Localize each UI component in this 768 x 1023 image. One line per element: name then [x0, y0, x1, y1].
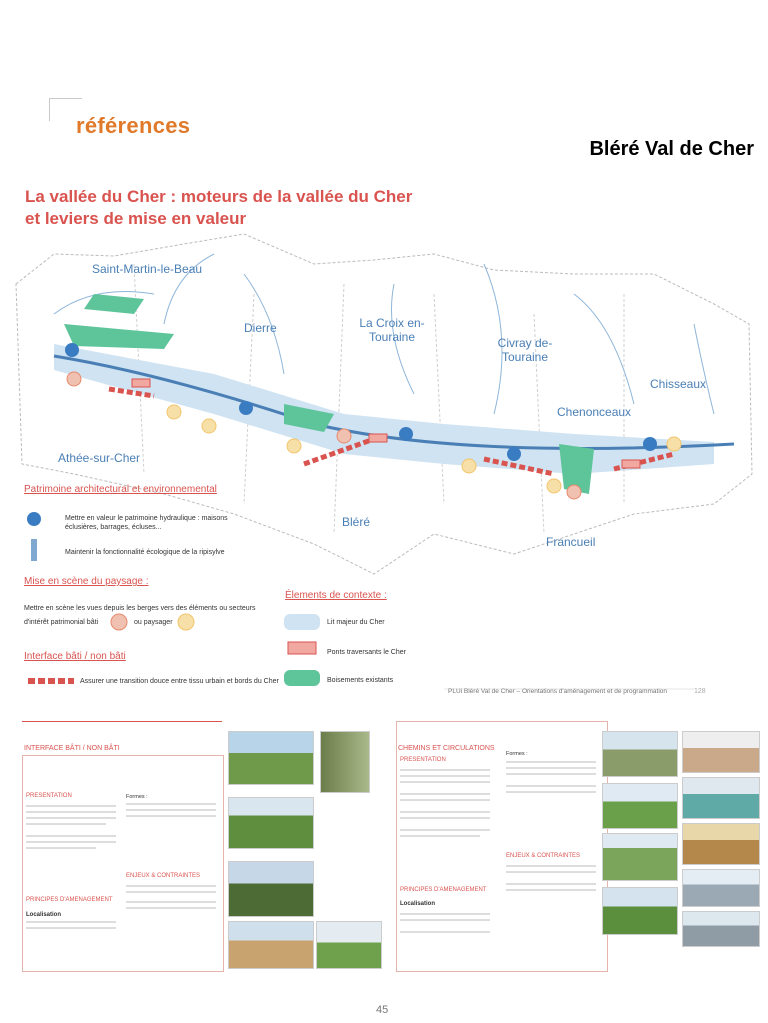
legend-interface-text: Assurer une transition douce entre tissu urbain et bords du Cher [80, 678, 279, 685]
left-formes: Formes : [126, 794, 148, 800]
photo [602, 833, 678, 881]
right-panel [396, 721, 768, 971]
left-panel [22, 721, 382, 971]
photo [320, 731, 370, 793]
left-panel-title: INTERFACE BÂTI / NON BÂTI [24, 745, 120, 752]
left-localisation: Localisation [26, 912, 62, 918]
left-presentation: PRESENTATION [26, 793, 72, 799]
photo [602, 783, 678, 829]
map-sheet [14, 174, 756, 704]
photo [228, 861, 314, 917]
left-enjeux: ENJEUX & CONTRAINTES [126, 873, 201, 879]
photo [682, 823, 760, 865]
right-enjeux: ENJEUX & CONTRAINTES [506, 853, 581, 859]
photo [602, 887, 678, 935]
town-label: La Croix en-Touraine [359, 316, 425, 344]
legend-paysage-text: Mettre en scène les vues depuis les berges vers des éléments ou secteurs [24, 605, 256, 612]
right-panel-title: CHEMINS ET CIRCULATIONS [398, 745, 495, 752]
town-label: Francueil [546, 535, 596, 549]
town-label: Chenonceaux [557, 405, 632, 419]
legend-paysage-text2: d'intérêt patrimonial bâti [24, 619, 99, 626]
legend-paysage-text3: ou paysager [134, 619, 173, 626]
sheet-page-number: 128 [694, 688, 706, 695]
photo [228, 921, 314, 969]
legend-ripisylve-text: Maintenir la fonctionnalité écologique de la ripisylve [65, 549, 225, 556]
right-formes: Formes : [506, 751, 528, 757]
legend-anchor-text: Mettre en valeur le patrimoine hydraulique : maisons éclusières, barrages, écluses... [65, 515, 228, 531]
legend-contexte-title: Élements de contexte : [285, 590, 387, 601]
town-label: Saint-Martin-le-Beau [92, 262, 203, 276]
photo [682, 911, 760, 947]
photo [228, 731, 314, 785]
legend-boisements: Boisements existants [327, 677, 394, 684]
town-label: Athée-sur-Cher [58, 451, 141, 465]
photo [602, 731, 678, 777]
right-principes: PRINCIPES D'AMENAGEMENT [400, 887, 487, 893]
right-presentation: PRESENTATION [400, 757, 446, 763]
left-principes: PRINCIPES D'AMENAGEMENT [26, 897, 113, 903]
photo [316, 921, 382, 969]
section-label: références [76, 113, 191, 138]
legend-ponts: Ponts traversants le Cher [327, 649, 406, 656]
sheet-footer: PLUi Bléré Val de Cher – Orientations d'aménagement et de programmation [448, 688, 667, 695]
town-label: Dierre [244, 321, 277, 335]
right-localisation: Localisation [400, 901, 436, 907]
page-number: 45 [376, 1004, 389, 1016]
town-label: Bléré [342, 515, 371, 529]
map-title: La vallée du Cher : moteurs de la vallée du Cher et leviers de mise en valeur [25, 187, 413, 228]
photo [682, 731, 760, 773]
town-label: Chisseaux [650, 377, 707, 391]
legend-interface-title: Interface bâti / non bâti [24, 651, 126, 662]
town-label: Civray de-Touraine [497, 336, 553, 364]
photo [682, 869, 760, 907]
commune-title: Bléré Val de Cher [589, 138, 754, 160]
legend-patrimoine-title: Patrimoine architectural et environnemental [24, 484, 217, 495]
legend-paysage-title: Mise en scène du paysage : [24, 576, 149, 587]
legend-lit-majeur: Lit majeur du Cher [327, 619, 385, 626]
photo [228, 797, 314, 849]
photo [682, 777, 760, 819]
